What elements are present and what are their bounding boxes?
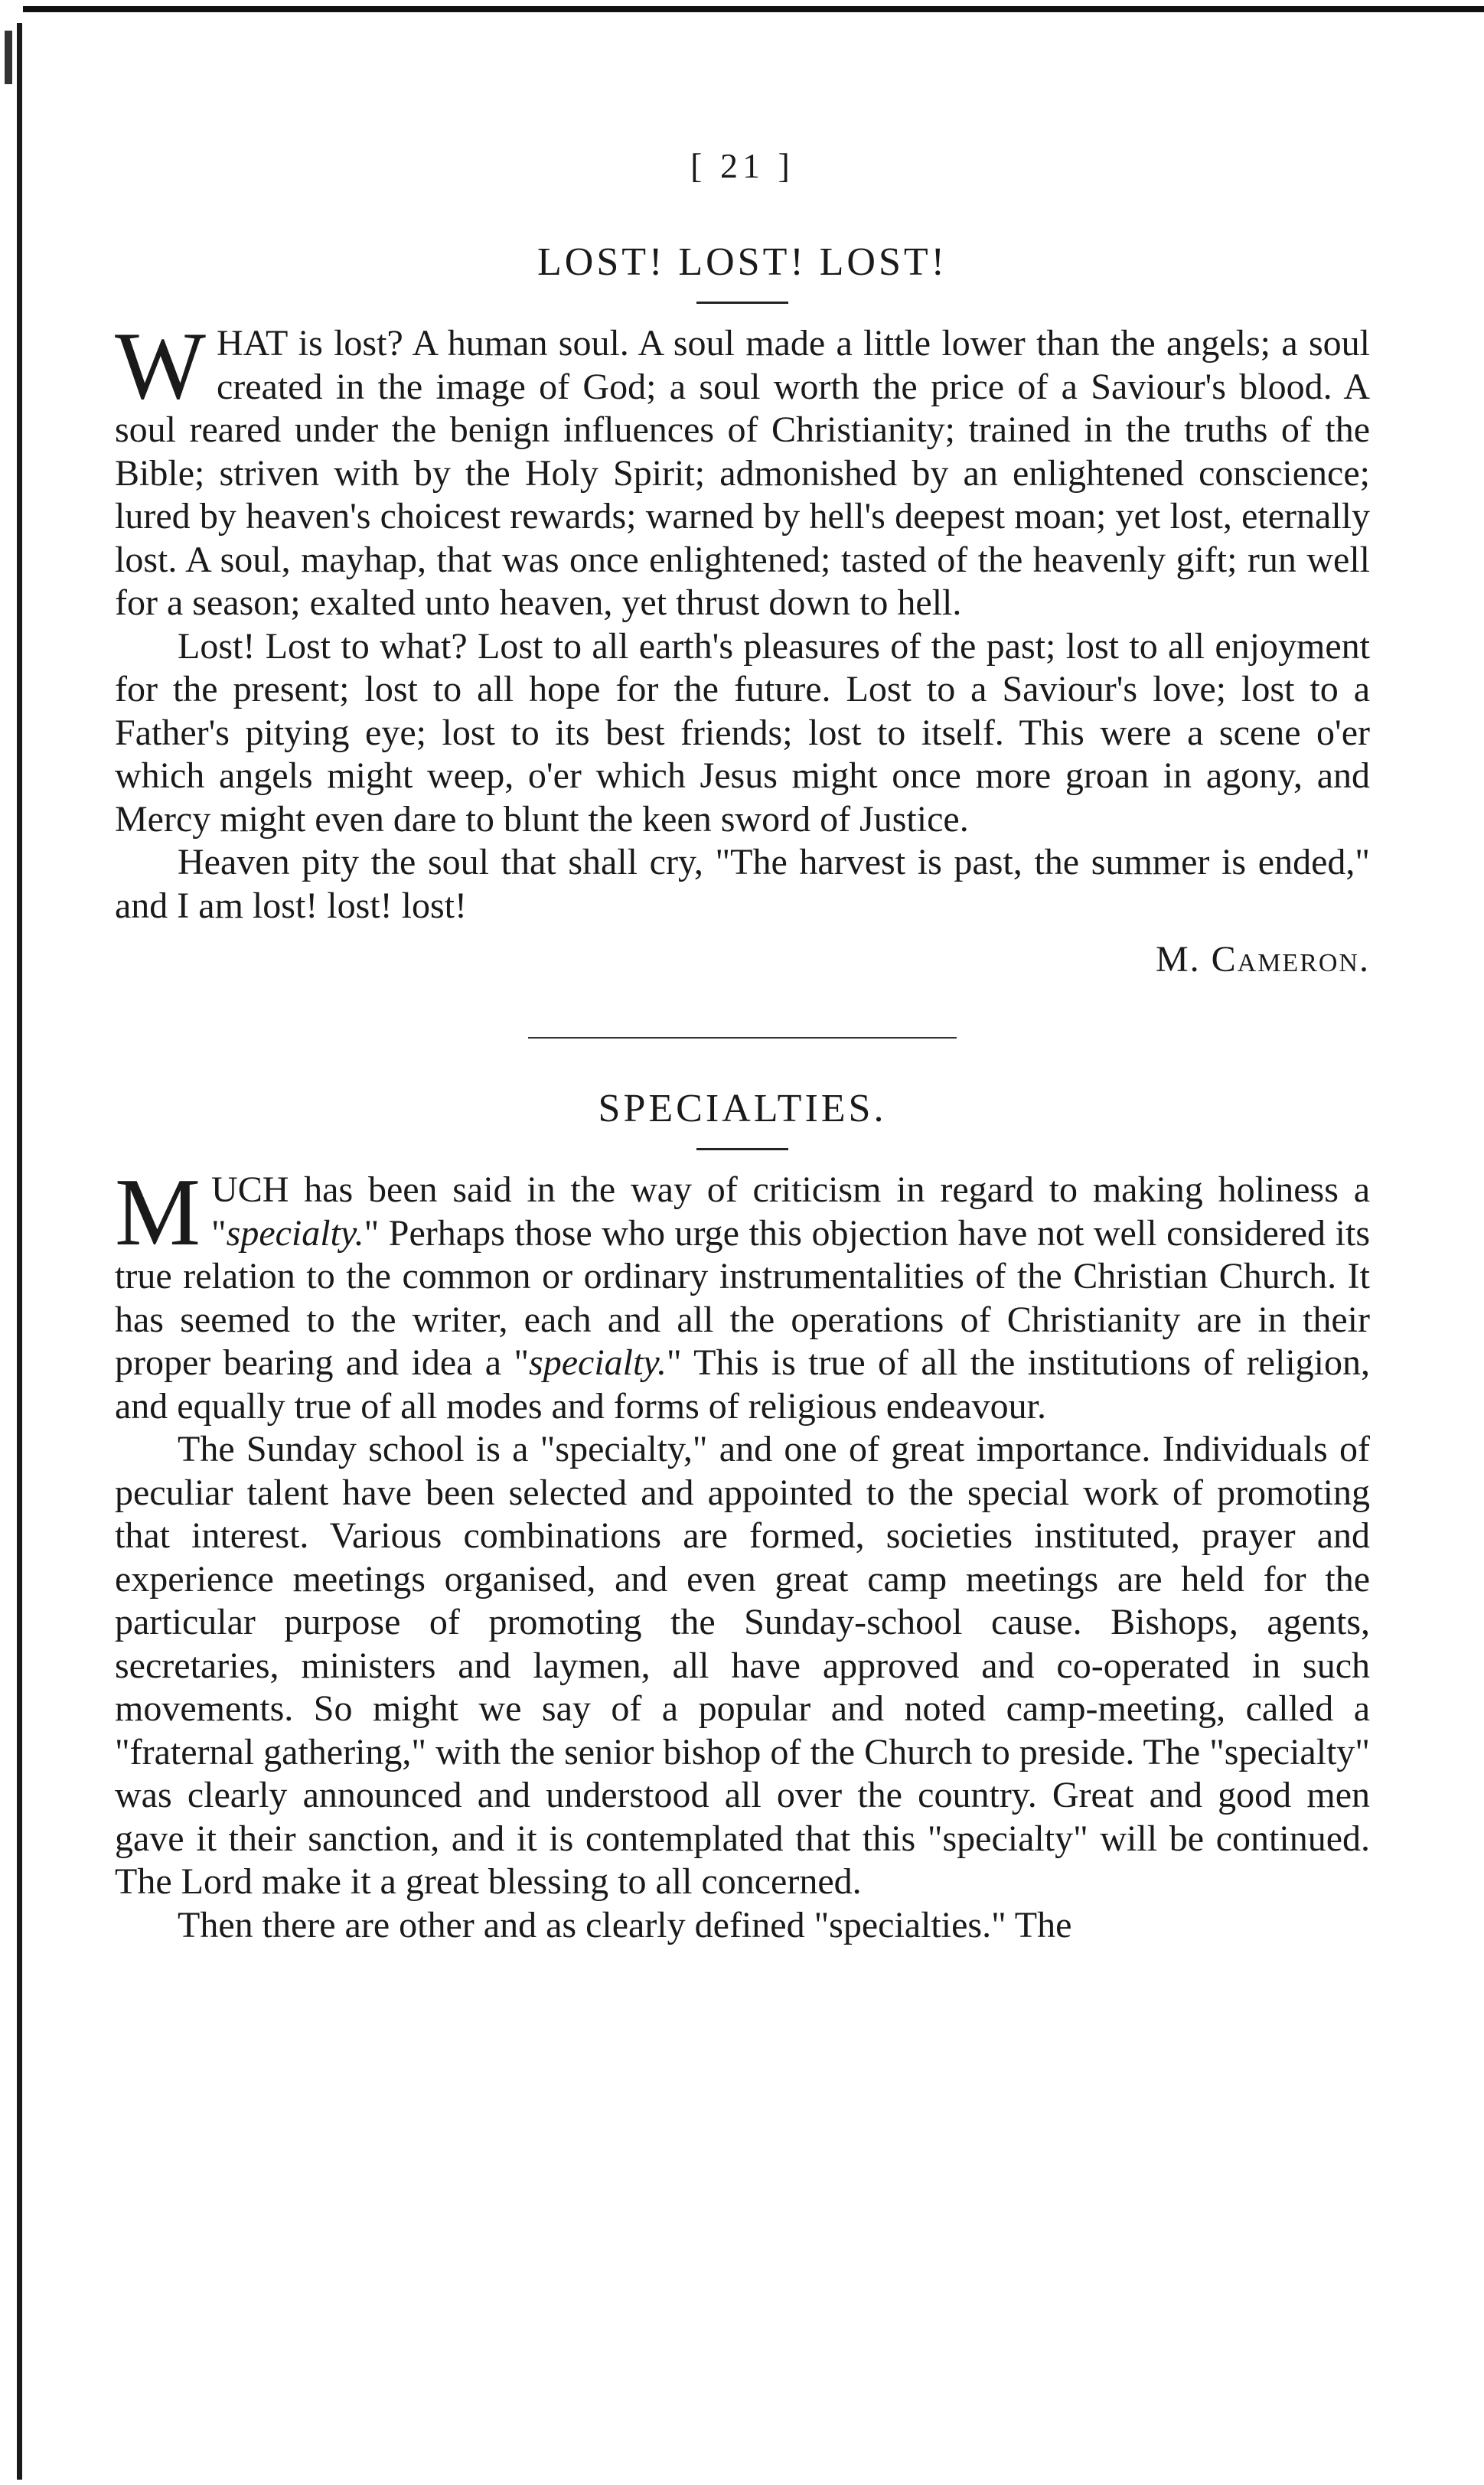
paragraph: Then there are other and as clearly defined "specialties." The [178, 1904, 1072, 1945]
paragraph-text: UCH has been said in the way of criticism in regard to making holiness a " [211, 1169, 1370, 1254]
left-border-tick [5, 31, 12, 84]
article-title: LOST! LOST! LOST! [537, 240, 947, 284]
paragraph [115, 1159, 1370, 1428]
drop-cap: M [115, 1159, 201, 1266]
article-lost [115, 240, 1370, 980]
drop-cap: W [115, 313, 206, 419]
author-signature: M. Cameron. [1155, 939, 1370, 980]
paragraph: Lost! Lost to what? Lost to all earth's pleasures of the past; lost to all enjoyment for the present; lost to all hope for the future. Lost to a Saviour's love; lost to a Father's pitying eye; lost to its best friends; lost to itself. This were a scene o'er which angels might weep, o'er which Jesus might once more groan in agony, and Mercy might even dare to blunt the keen sword of Justice. [115, 625, 1370, 840]
article-specialties [115, 1086, 1370, 1947]
article-title: SPECIALTIES. [598, 1087, 887, 1130]
title-rule [696, 302, 788, 304]
italic-word: specialty. [529, 1342, 667, 1383]
left-border-rule [17, 23, 22, 2480]
paragraph [115, 313, 1370, 625]
paragraph-text: HAT is lost? A human soul. A soul made a little lower than the angels; a soul created in the image of God; a soul worth the price of a Saviour's blood. A soul reared under the benign influences of Christianity; trained in the truths of the Bible; striven with by the Holy Spirit; admonished by an enlightened conscience; lured by heaven's choicest rewards; warned by hell's deepest moan; yet lost, eternally lost. A soul, mayhap, that was once enlightened; tasted of the heavenly gift; run well for a season; exalted unto heaven, yet thrust down to hell. [115, 323, 1370, 623]
paragraph: The Sunday school is a "specialty," and one of great importance. Individuals of peculiar talent have been selected and appointed to the special work of promoting that interest. Various combinations are formed, societies instituted, prayer and experience meetings organised, and even great camp meetings are held for the particular purpose of promoting the Sunday-school cause. Bishops, agents, secretaries, ministers and laymen, all have approved and co-operated in such movements. So might we say of a popular and noted camp-meeting, called a "fraternal gathering," with the senior bishop of the Church to preside. The "specialty" was clearly announced and understood all over the country. Great and good men gave it their sanction, and it is contemplated that this "specialty" will be continued. The Lord make it a great blessing to all concerned. [115, 1429, 1370, 1902]
italic-word: specialty. [226, 1212, 364, 1254]
page-number: [ 21 ] [690, 146, 794, 185]
paragraph-text: " Perhaps those who urge this objection have not well considered its true relation to the common or ordinary instrumentalities of the Christian Church. It has seemed to the writer, each and all the operations of Christianity are in their proper bearing and idea a " [115, 1212, 1370, 1383]
paragraph: Heaven pity the soul that shall cry, "The harvest is past, the summer is ended," and I am lost! lost! lost! [115, 842, 1370, 926]
page-body [115, 145, 1370, 1947]
title-rule [696, 1148, 788, 1150]
paragraph-text: " This is true of all the institutions of religion, and equally true of all modes and forms of religious endeavour. [115, 1342, 1370, 1427]
section-divider [528, 1037, 957, 1039]
top-border-rule [23, 6, 1484, 12]
